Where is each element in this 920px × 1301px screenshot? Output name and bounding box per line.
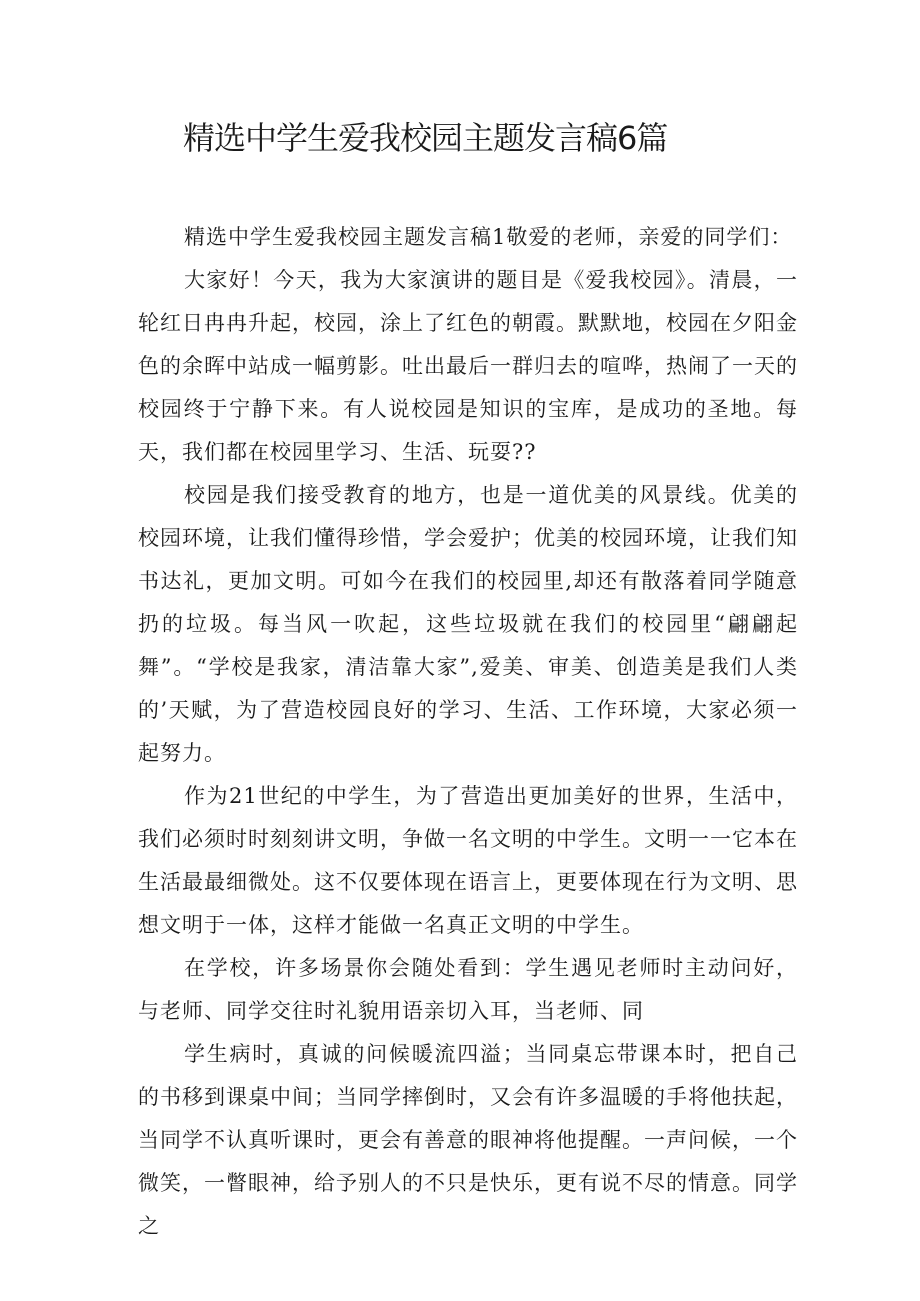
document-title: 精选中学生爱我校园主题发言稿6篇 xyxy=(183,119,668,157)
paragraph: 学生病时，真诚的问候暖流四溢；当同桌忘带课本时，把自己的书移到课桌中间；当同学摔倒时，又会有许多温暖的手将他扶起，当同学不认真听课时，更会有善意的眼神将他提醒。一声问候，一个微笑，一瞥眼神，给予别人的不只是快乐，更有说不尽的情意。同学之 xyxy=(138,1042,798,1238)
paragraph-greeting: 精选中学生爱我校园主题发言稿1敬爱的老师，亲爱的同学们： xyxy=(184,225,793,249)
document-body xyxy=(138,216,798,1248)
paragraph: 大家好！今天，我为大家演讲的题目是《爱我校园》。清晨，一轮红日冉冉升起，校园，涂上了红色的朝霞。默默地，校园在夕阳金色的余晖中站成一幅剪影。吐出最后一群归去的喧哗，热闹了一天的校园终于宁静下来。有人说校园是知识的宝库，是成功的圣地。每天，我们都在校园里学习、生活、玩耍?? xyxy=(138,268,798,464)
paragraph: 校园是我们接受教育的地方，也是一道优美的风景线。优美的校园环境，让我们懂得珍惜，学会爱护；优美的校园环境，让我们知书达礼，更加文明。可如今在我们的校园里,却还有散落着同学随意扔的垃圾。每当风一吹起，这些垃圾就在我们的校园里“翩翩起舞”。“学校是我家，清洁靠大家”,爱美、审美、创造美是我们人类的’天赋，为了营造校园良好的学习、生活、工作环境，大家必须一起努力。 xyxy=(138,483,798,765)
paragraph: 在学校，许多场景你会随处看到：学生遇见老师时主动问好，与老师、同学交往时礼貌用语亲切入耳，当老师、同 xyxy=(138,956,798,1023)
paragraph: 作为21世纪的中学生，为了营造出更加美好的世界，生活中，我们必须时时刻刻讲文明，争做一名文明的中学生。文明一一它本在生活最最细微处。这不仅要体现在语言上，更要体现在行为文明、思想文明于一体，这样才能做一名真正文明的中学生。 xyxy=(138,784,798,937)
